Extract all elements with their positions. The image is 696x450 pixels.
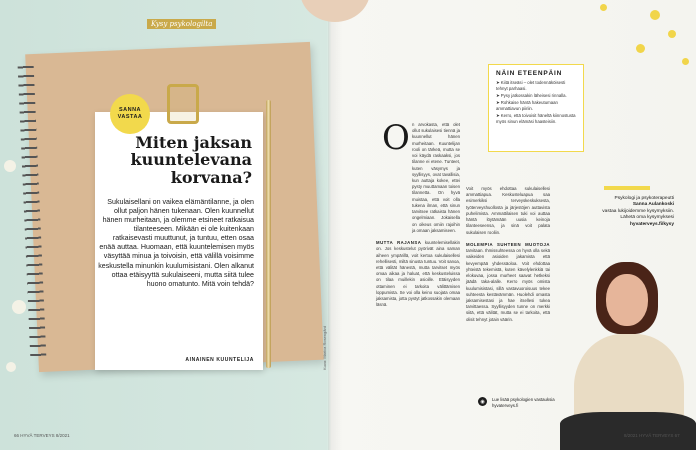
tip-item: ➤ Kiitä itseäsi – olet todennäköisesti tehnyt parhaasi. bbox=[496, 80, 566, 91]
tip-item: ➤ Pysy jatkossakin läheisesi rinnalla. bbox=[496, 93, 567, 99]
article-body-2a: Voit myös ehdottaa sukulaisellesi ammattiapua. Keskusteluapua saa esimerkiksi terveyskeskuksesta, työterveyshuollosta ja järjestöjen auttavista puhelimista. Ammattilaisen tuki voi auttaa häntä löytämään uusia keinoja tilanteeseensa, ja sinä voit palata sukulaisen rooliin. bbox=[466, 186, 550, 235]
article-column-2 bbox=[466, 186, 550, 323]
flower-icon bbox=[668, 30, 676, 38]
portrait-face bbox=[606, 274, 648, 326]
expert-description: vastaa lukijoidemme kysymyksiin. bbox=[602, 208, 674, 214]
tip-item: ➤ Rohkaise häntä hakeutumaan ammattiavun piiriin. bbox=[496, 100, 558, 112]
article-intro: n arvokasta, että olet ollut sukulaisesi tiennä ja kuunnellut hänen murheitaan. Kuuntelijan rooli on tärkeä, mutta se voi käydä raskaaksi, jos tilanne ei etene. Tunteet, kuten väsymys ja syyllisyys, ovat tavallisia, kun auttaja kokee, ettei pysty muuttamaan toisen tilannetta. On hyvä muistaa, että voit olla tukena ilman, että sinun tarvitsee ratkaista hänen ongelmiaan. Jokaisella on oikeus omiin rajoihin ja omaan jaksamiseen. bbox=[412, 122, 460, 233]
headline: Miten jaksan kuuntelevana korvana? bbox=[130, 133, 252, 187]
flower-icon bbox=[682, 58, 689, 65]
promo-text[interactable]: Lue lisää psykologien vastauksia hyvaterveys.fi bbox=[492, 397, 555, 408]
logo-icon: ◉ bbox=[478, 397, 487, 406]
flower-icon bbox=[636, 44, 645, 53]
photo-credit: Kuva: Marica Rosengård bbox=[322, 325, 327, 370]
flower-icon bbox=[12, 300, 26, 314]
expert-name: Sanna Aulankoski bbox=[632, 202, 674, 208]
tips-box bbox=[488, 64, 584, 152]
subhead-2: MOLEMPIA SUHTEEN MUOTOJA bbox=[466, 241, 550, 247]
letter-signature: AINAINEN KUUNTELIJA bbox=[185, 357, 254, 363]
paper-clip-icon bbox=[167, 84, 199, 124]
flower-icon bbox=[6, 362, 16, 372]
expert-accent-bar bbox=[604, 186, 650, 190]
article-body-2b: tarvitaan. Ihmissuhteessa on hyvä olla sekä vaikeiden asioiden jakamista että kevyempää yhdessäoloa. Voit ehdottaa yhteistä tekemistä, kuten kävelylenkkiä tai elokuvaa, jossa murheet saavat hetkeksi jäädä taka-alalle. Kerro myös omista kuulumisistasi, sillä vastavuoroisuus tekee suhteesta kestävämmän. Huolehdi omasta jaksamisestasi ja hae itsellesi tukea tarvittaessa. Syyllisyyden tunne on merkki siitä, että välität, mutta se ei tarkoita, että olisit tehnyt jotain väärin. bbox=[466, 248, 550, 322]
portrait-skirt bbox=[560, 412, 696, 450]
expert-info bbox=[586, 196, 674, 228]
flower-icon bbox=[650, 10, 660, 20]
article-column-1 bbox=[376, 118, 460, 309]
page-gutter bbox=[328, 0, 342, 450]
subhead-1: MUTTA RAJANSA bbox=[376, 240, 422, 246]
flower-icon bbox=[600, 4, 607, 11]
pen-icon bbox=[266, 100, 271, 368]
expert-portrait bbox=[560, 262, 696, 450]
badge-line-2: VASTAA bbox=[117, 114, 143, 120]
tips-title: NÄIN ETEENPÄIN bbox=[496, 70, 563, 77]
expert-role: Psykologi ja psykoterapeutti bbox=[614, 196, 674, 201]
folio-right: 8/2021 HYVÄ TERVEYS 67 bbox=[624, 433, 680, 438]
section-tag: Kysy psykologilta bbox=[147, 19, 216, 29]
reader-letter: Sukulaisellani on vaikea elämäntilanne, ja olen ollut paljon hänen tukenaan. Olen kuunnellut hänen murheitaan, ja olemme etsineet ratkaisua tilanteeseen. Mikään ei ole kuitenkaan ratkaisevasti muuttunut, ja tuntuu, etten osaa enää auttaa. Huomaan, että kuuntelemisen myös väsyttää minua ja toivoisin, että välillä voisimme keskustella minunkin kuulumisistani. Olen alkanut ottaa etäisyyttä sukulaiseeni, mutta siitä tulee huono omatunto. Mitä voin tehdä? bbox=[98, 198, 254, 288]
flower-icon bbox=[4, 160, 16, 172]
answer-badge bbox=[110, 94, 150, 134]
drop-cap: O bbox=[382, 118, 410, 158]
expert-cta: Lähetä oma kysymyksesi bbox=[620, 215, 674, 221]
coffee-cup-icon bbox=[300, 0, 370, 22]
badge-line-1: SANNA bbox=[118, 107, 142, 114]
folio-left: 66 HYVÄ TERVEYS 8/2021 bbox=[14, 433, 70, 438]
tip-item: ➤ Kerro, että toivoisit häneltä kiinnostusta myös sinun elämäsi haasteisiin. bbox=[496, 113, 576, 125]
expert-contact-link[interactable]: hyvaterveys.fi/kysy bbox=[629, 221, 674, 227]
article-body-1: kuuntelemisellakin on. Jos keskustelut pyörivät aina saman aiheen ympärillä, voit kertoa sukulaisellesi rehellisesti, miltä sinusta tuntuu. Voit sanoa, että välität hänestä, mutta tarvitset myös omaa aikaa ja haluat, että keskusteluissa on tilaa muillekin asioille. Etäisyyden ottaminen ei tarkoita välittämisen loppumista. Se voi olla keino suojata omaa jaksamista, jotta pystyt jatkossakin olemaan läsnä. bbox=[376, 240, 460, 308]
